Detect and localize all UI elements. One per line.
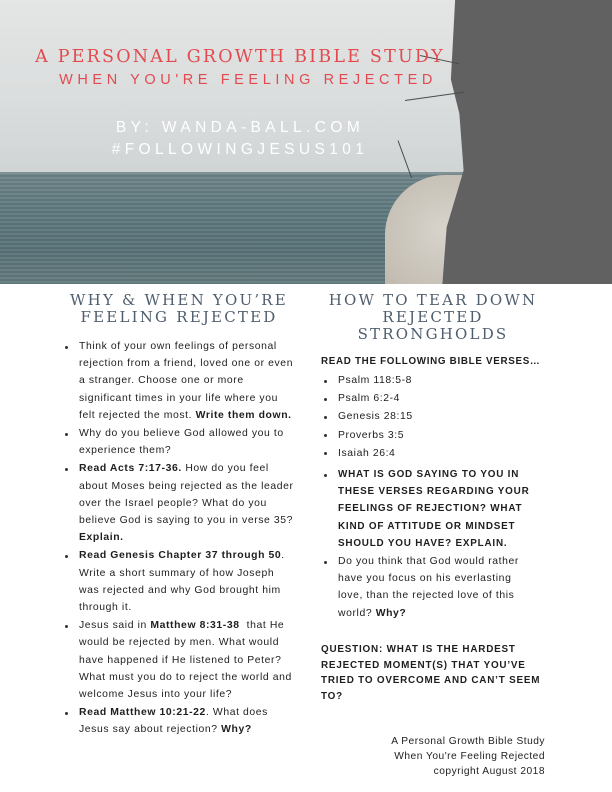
- footer-line-1: A Personal Growth Bible Study: [391, 736, 545, 747]
- closing-question: QUESTION: WHAT IS THE HARDEST REJECTED MOMENT(S) THAT YOU’VE TRIED TO OVERCOME AND CAN’T SEEM TO?: [321, 644, 541, 702]
- verse-item: Psalm 118:5-8: [324, 372, 554, 389]
- left-title-line-1: WHY & WHEN YOU’RE: [70, 291, 288, 309]
- footer-credits: [330, 734, 545, 780]
- right-title-line-1: HOW TO TEAR DOWN: [328, 291, 538, 309]
- right-title-line-3: STRONGHOLDS: [357, 325, 509, 343]
- list-item: Why do you believe God allowed you to experience them?: [65, 425, 297, 459]
- study-title: A PERSONAL GROWTH BIBLE STUDY: [35, 47, 445, 67]
- footer-line-3: copyright August 2018: [433, 766, 545, 778]
- verse-item: Psalm 6:2-4: [324, 390, 554, 407]
- left-title-line-2: FEELING REJECTED: [80, 308, 278, 326]
- verses-label: READ THE FOLLOWING BIBLE VERSES…: [321, 356, 541, 367]
- left-section-title: [54, 292, 304, 326]
- right-section-title: [318, 292, 548, 343]
- verse-item: Proverbs 3:5: [324, 427, 554, 444]
- list-item: Read Acts 7:17-36. How do you feel about Moses being rejected as the leader over the Israel people? What do you believe God is saying to you in verse 35? Explain.: [65, 460, 297, 546]
- list-item: Do you think that God would rather have you focus on his everlasting love, than the rejected love of this world? Why?: [324, 553, 538, 622]
- verse-item: Genesis 28:15: [324, 408, 554, 425]
- list-item: Read Genesis Chapter 37 through 50. Write a short summary of how Joseph was rejected and why God brought him through it.: [65, 547, 297, 616]
- list-item: WHAT IS GOD SAYING TO YOU IN THESE VERSES REGARDING YOUR FEELINGS OF REJECTION? WHAT KIND OF ATTITUDE OR MINDSET SHOULD YOU HAVE? EXPLAIN.: [324, 466, 538, 552]
- list-item: Read Matthew 10:21-22. What does Jesus say about rejection? Why?: [65, 704, 297, 738]
- study-subtitle: WHEN YOU'RE FEELING REJECTED: [59, 72, 437, 88]
- reflection-list: [65, 338, 297, 740]
- list-item: Think of your own feelings of personal rejection from a friend, loved one or even a stranger. Choose one or more significant times in your life where you felt rejected the most. Write them down.: [65, 338, 297, 424]
- prompt-list: [324, 466, 538, 623]
- verse-item: Isaiah 26:4: [324, 445, 554, 462]
- author-byline: BY: WANDA-BALL.COM: [115, 119, 365, 136]
- right-title-line-2: REJECTED: [382, 308, 484, 326]
- list-item: Jesus said in Matthew 8:31-38 that He would be rejected by men. What would have happened if He listened to Peter? What must you do to reject the world and welcome Jesus into your life?: [65, 617, 297, 703]
- footer-line-2: When You're Feeling Rejected: [394, 751, 545, 763]
- hero-banner: [0, 0, 612, 284]
- verse-list: [324, 372, 554, 463]
- hashtag: #FOLLOWINGJESUS101: [111, 141, 369, 158]
